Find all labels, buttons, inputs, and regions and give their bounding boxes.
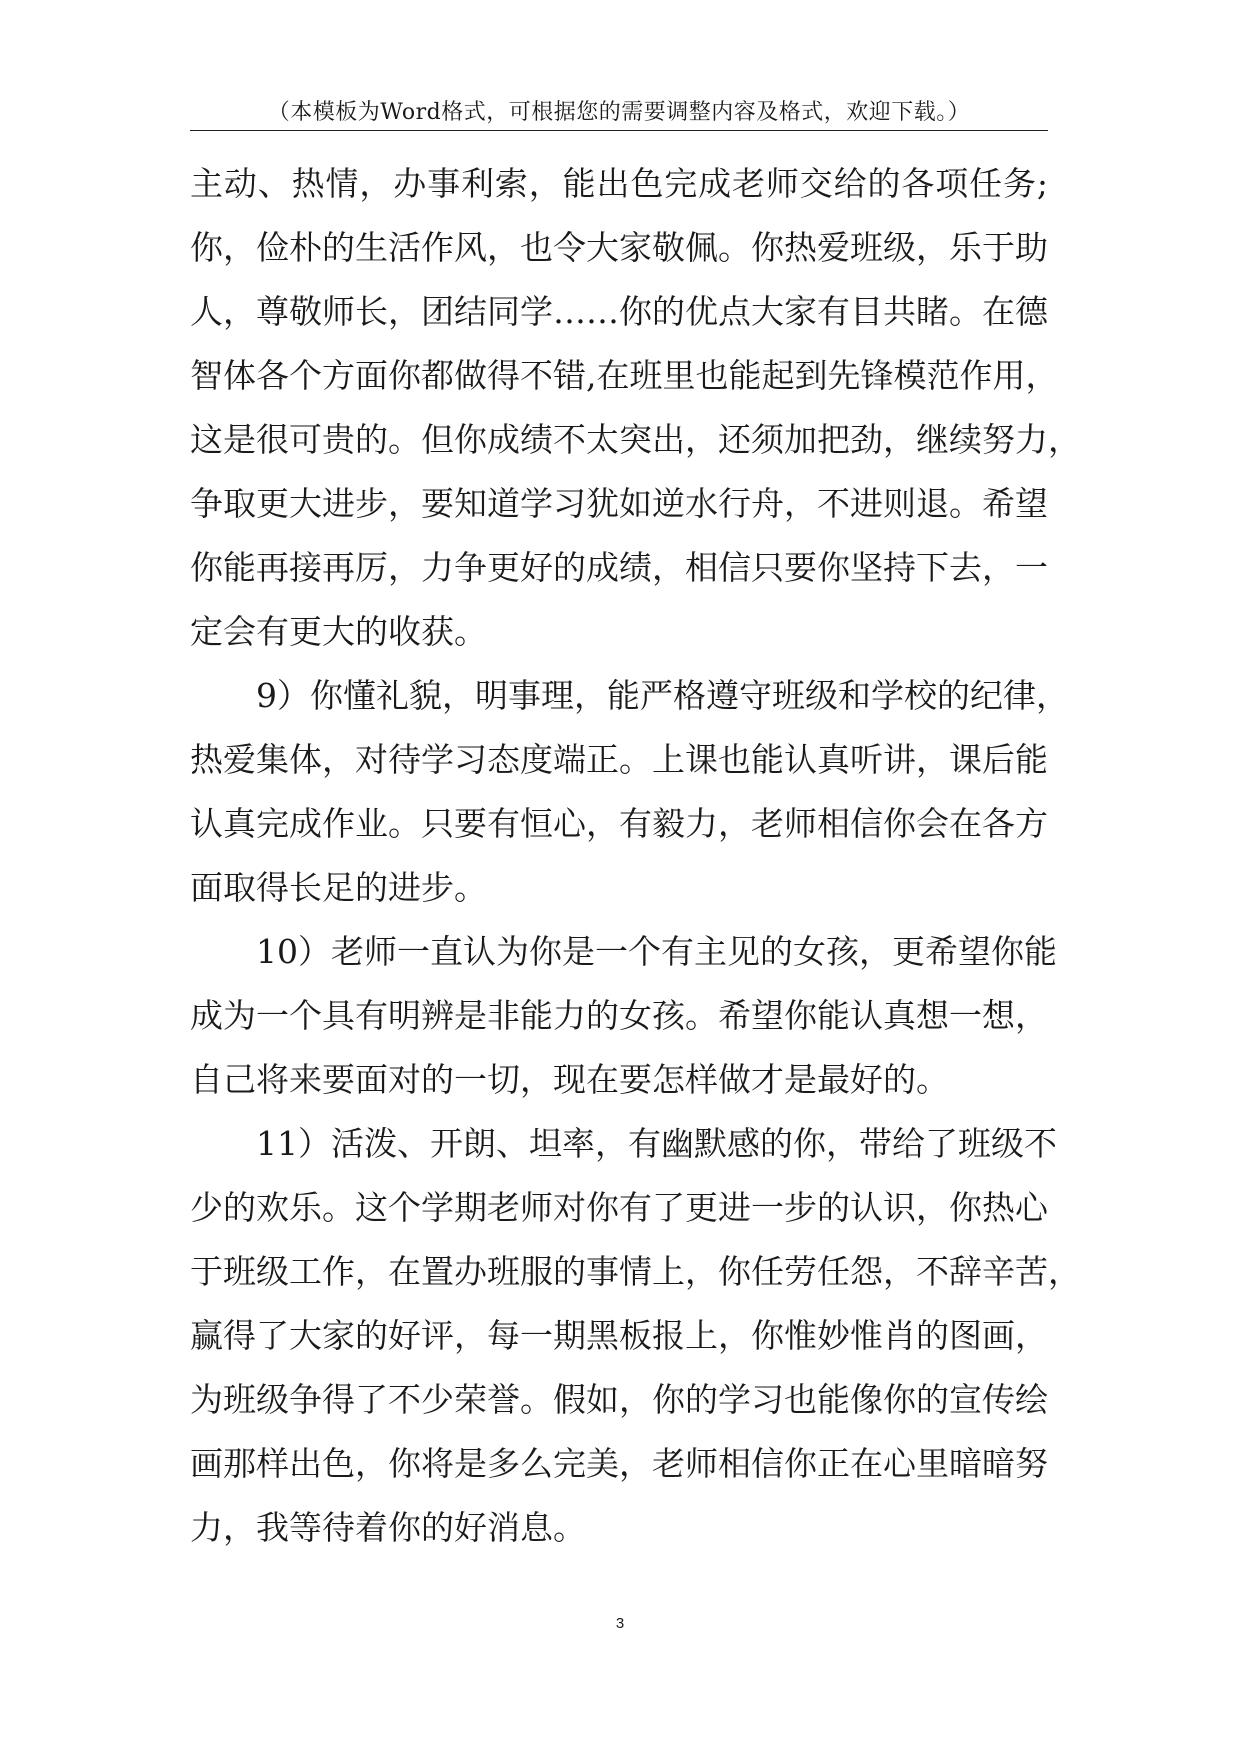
text-line: 画那样出色，你将是多么完美，老师相信你正在心里暗暗努 — [190, 1444, 1048, 1483]
text-line: 智体各个方面你都做得不错,在班里也能起到先锋模范作用， — [190, 356, 1059, 395]
text-line: 成为一个具有明辨是非能力的女孩。希望你能认真想一想， — [190, 996, 1048, 1035]
text-line: 于班级工作，在置办班服的事情上，你任劳任怨，不辞辛苦， — [190, 1252, 1081, 1291]
text-line: 10）老师一直认为你是一个有主见的女孩，更希望你能 — [256, 932, 1057, 971]
text-line: 少的欢乐。这个学期老师对你有了更进一步的认识，你热心 — [190, 1188, 1048, 1227]
text-line: 你，俭朴的生活作风，也令大家敬佩。你热爱班级，乐于助 — [190, 228, 1048, 267]
text-line: 争取更大进步，要知道学习犹如逆水行舟，不进则退。希望 — [190, 484, 1048, 523]
header-divider — [190, 130, 1048, 131]
page-number: 3 — [615, 1615, 625, 1632]
text-line: 为班级争得了不少荣誉。假如，你的学习也能像你的宣传绘 — [190, 1380, 1048, 1419]
page-header: （本模板为Word格式，可根据您的需要调整内容及格式，欢迎下载。） — [267, 100, 971, 125]
text-line: 赢得了大家的好评，每一期黑板报上，你惟妙惟肖的图画， — [190, 1316, 1048, 1355]
text-line: 你能再接再厉，力争更好的成绩，相信只要你坚持下去，一 — [190, 548, 1048, 587]
text-line: 9）你懂礼貌，明事理，能严格遵守班级和学校的纪律， — [256, 676, 1069, 715]
text-line: 自己将来要面对的一切，现在要怎样做才是最好的。 — [190, 1060, 949, 1099]
text-line: 认真完成作业。只要有恒心，有毅力，老师相信你会在各方 — [190, 804, 1048, 843]
text-line: 力，我等待着你的好消息。 — [190, 1508, 586, 1547]
text-line: 面取得长足的进步。 — [190, 868, 487, 907]
text-line: 人，尊敬师长，团结同学……你的优点大家有目共睹。在德 — [190, 292, 1048, 331]
text-line: 这是很可贵的。但你成绩不太突出，还须加把劲，继续努力， — [190, 420, 1081, 459]
text-line: 定会有更大的收获。 — [190, 612, 487, 651]
document-body — [190, 152, 1081, 1560]
text-line: 主动、热情，办事利索，能出色完成老师交给的各项任务; — [190, 164, 1048, 203]
text-line: 11）活泼、开朗、坦率，有幽默感的你，带给了班级不 — [256, 1124, 1057, 1163]
text-line: 热爱集体，对待学习态度端正。上课也能认真听讲，课后能 — [190, 740, 1048, 779]
